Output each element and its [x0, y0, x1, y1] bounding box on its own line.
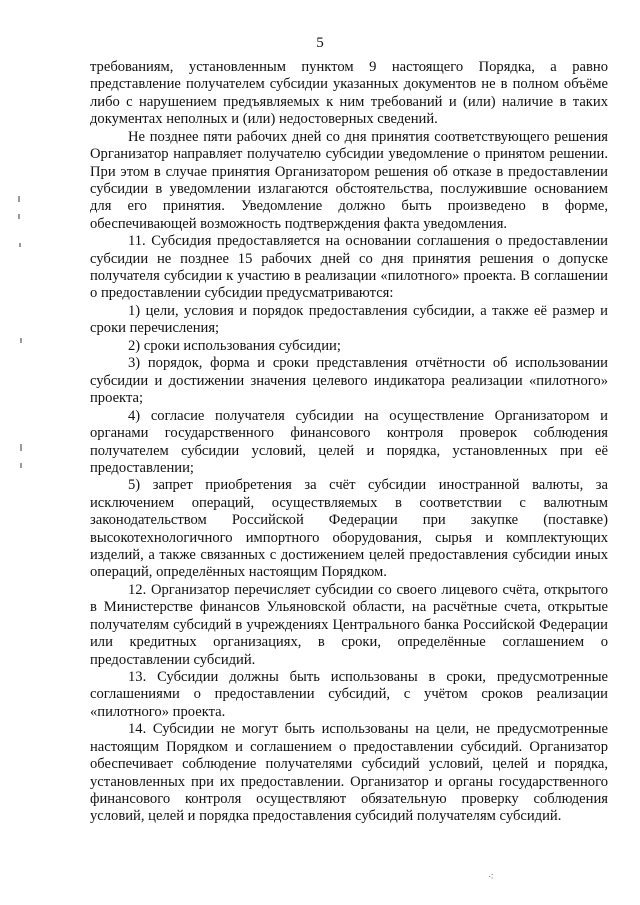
list-item-5: 5) запрет приобретения за счёт субсидии иностранной валюты, за исключением операций, осуществляемых в соответствии с валютным законодательством Российской Федерации при закупке (поставке) высокотехнологичного импортного оборудования, сырья и комплектующих изделий, а также связанных с достижением целей предоставления субсидии иных операций, определённых настоящим Порядком. [90, 477, 608, 581]
scan-margin-mark [19, 243, 21, 247]
paragraph-clause-14: 14. Субсидии не могут быть использованы на цели, не предусмотренные настоящим Порядком и соглашением о предоставлении субсидий. Организатор обеспечивает соблюдение получателями субсидий условий, целей и порядка, установленных при их предоставлении. Организатор и органы государственного финансового контроля осуществляют обязательную проверку соблюдения условий, целей и порядка предоставления субсидий получателям субсидий. [90, 721, 608, 825]
scan-margin-mark [20, 463, 22, 468]
list-item-2: 2) сроки использования субсидии; [128, 337, 341, 354]
scan-margin-mark [20, 444, 22, 451]
list-item-4: 4) согласие получателя субсидии на осуществление Организатором и органами государственного финансового контроля проверок соблюдения получателем субсидии условий, целей и порядка, установленных при её предоставлении; [90, 407, 608, 476]
scan-margin-mark [18, 214, 20, 219]
list-item-3: 3) порядок, форма и сроки представления отчётности об использовании субсидии и достижении значения целевого индикатора реализации «пилотного» проекта; [90, 355, 608, 407]
paragraph-continuation: требованиям, установленным пунктом 9 настоящего Порядка, а равно представление получателем субсидии указанных документов не в полном объёме либо с нарушением предъявляемых к ним требований и (или) наличие в таких документах неполных и (или) недостоверных сведений. [90, 59, 608, 128]
paragraph-clause-11: 11. Субсидия предоставляется на основании соглашения о предоставлении субсидии не позднее 15 рабочих дней со дня принятия решения о допуске получателя субсидии к участию в реализации «пилотного» проекта. В соглашении о предоставлении субсидии предусматриваются: [90, 233, 608, 302]
scan-margin-mark [20, 338, 22, 343]
scan-artifact: ⁖ [488, 872, 494, 883]
page-number: 5 [316, 35, 324, 51]
paragraph-notification: Не позднее пяти рабочих дней со дня принятия соответствующего решения Организатор направляет получателю субсидии уведомление о принятом решении. При этом в случае принятия Организатором решения об отказе в предоставлении субсидии в уведомлении излагаются обстоятельства, послужившие основанием для его принятия. Уведомление должно быть произведено в форме, обеспечивающей возможность подтверждения факта уведомления. [90, 128, 608, 232]
scan-margin-mark [18, 196, 20, 202]
paragraph-clause-13: 13. Субсидии должны быть использованы в сроки, предусмотренные соглашениями о предоставлении субсидий, с учётом сроков реализации «пилотного» проекта. [90, 669, 608, 720]
document-body [90, 59, 608, 826]
list-item-1: 1) цели, условия и порядок предоставления субсидии, а также её размер и сроки перечисления; [90, 302, 608, 337]
paragraph-clause-12: 12. Организатор перечисляет субсидии со своего лицевого счёта, открытого в Министерстве финансов Ульяновской области, на расчётные счета, открытые получателям субсидий в учреждениях Центрального банка Российской Федерации или кредитных организациях, в сроки, определённые соглашением о предоставлении субсидий. [90, 581, 608, 668]
